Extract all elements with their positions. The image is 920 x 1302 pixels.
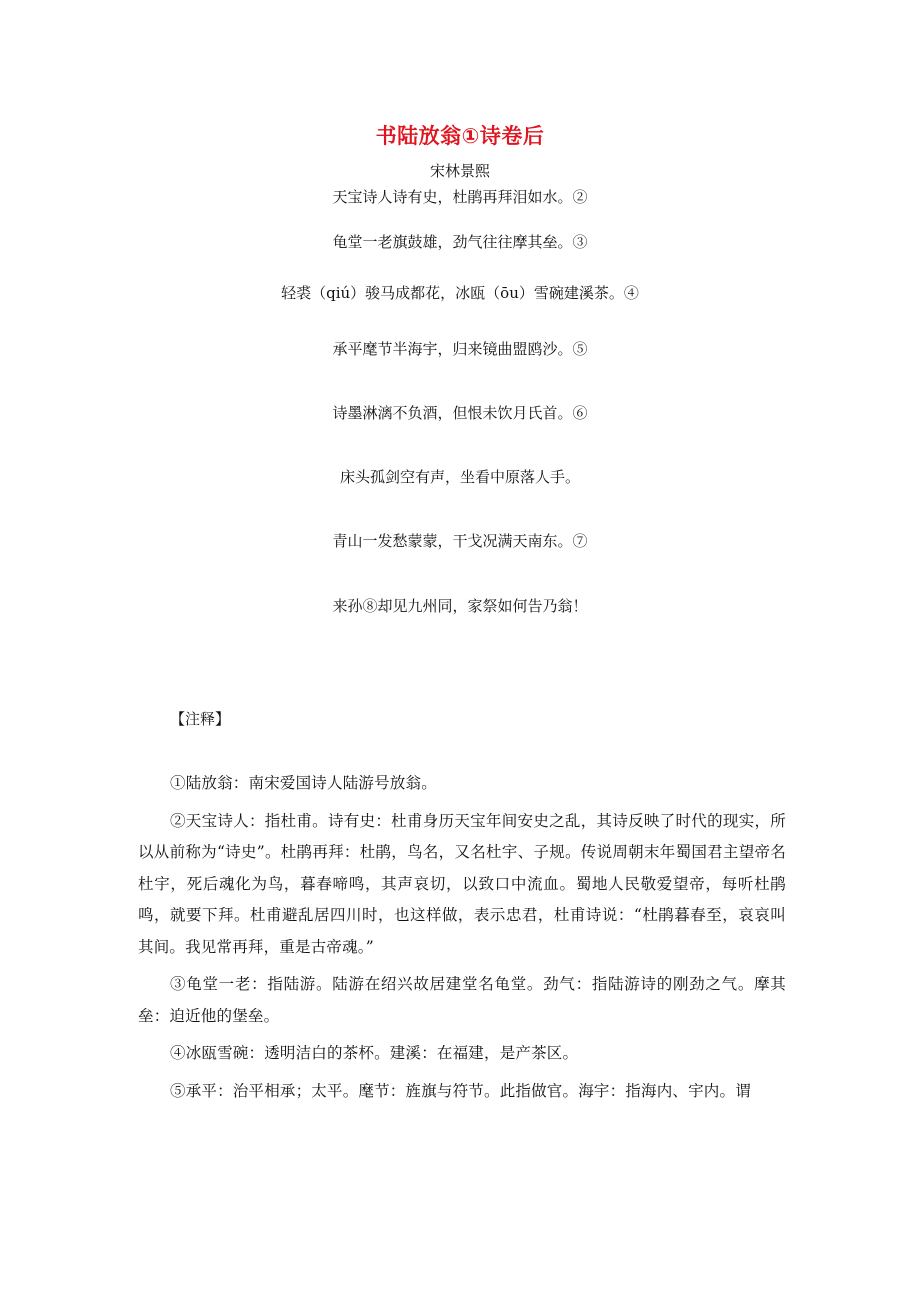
note-paragraph: ③龟堂一老：指陆游。陆游在绍兴故居建堂名龟堂。劲气：指陆游诗的刚劲之气。摩其垒：迫近他的堡垒。 [138, 975, 786, 1025]
note-paragraph: ④冰瓯雪碗：透明洁白的茶杯。建溪：在福建，是产茶区。 [170, 1044, 579, 1062]
poem-line: 床头孤剑空有声，坐看中原落人手。 [339, 468, 580, 486]
poem-line: 龟堂一老旗鼓雄，劲气往往摩其垒。③ [332, 233, 588, 251]
notes-heading: 【注释】 [170, 710, 231, 728]
notes-section [138, 768, 786, 1113]
poem-line: 承平麾节半海宇，归来镜曲盟鸥沙。⑤ [332, 340, 588, 358]
note-paragraph: ①陆放翁：南宋爱国诗人陆游号放翁。 [170, 774, 437, 792]
note-paragraph: ②天宝诗人：指杜甫。诗有史：杜甫身历天宝年间安史之乱，其诗反映了时代的现实，所以从前称为“诗史”。杜鹃再拜：杜鹃，鸟名，又名杜宇、子规。传说周朝末年蜀国君主望帝名杜宇，死后魂化为鸟，暮春啼鸣，其声哀切，以致口中流血。蜀地人民敬爱望帝，每听杜鹃鸣，就要下拜。杜甫避乱居四川时，也这样做，表示忠君，杜甫诗说：“杜鹃暮春至，哀哀叫其间。我见常再拜，重是古帝魂。” [138, 811, 786, 956]
poem-author: 宋林景熙 [429, 162, 490, 180]
poem-line: 轻裘（qiú）骏马成都花，冰瓯（ōu）雪碗建溪茶。④ [281, 284, 639, 302]
poem-line: 天宝诗人诗有史，杜鹃再拜泪如水。② [332, 188, 588, 206]
poem-line: 诗墨淋漓不负酒，但恨未饮月氏首。⑥ [332, 404, 588, 422]
note-paragraph: ⑤承平：治平相承；太平。麾节：旌旗与符节。此指做官。海宇：指海内、宇内。谓 [170, 1081, 751, 1100]
poem-title: 书陆放翁①诗卷后 [375, 124, 545, 148]
poem-line: 来孙⑧却见九州同，家祭如何告乃翁！ [332, 597, 588, 615]
poem-line: 青山一发愁蒙蒙，干戈况满天南东。⑦ [332, 532, 588, 550]
